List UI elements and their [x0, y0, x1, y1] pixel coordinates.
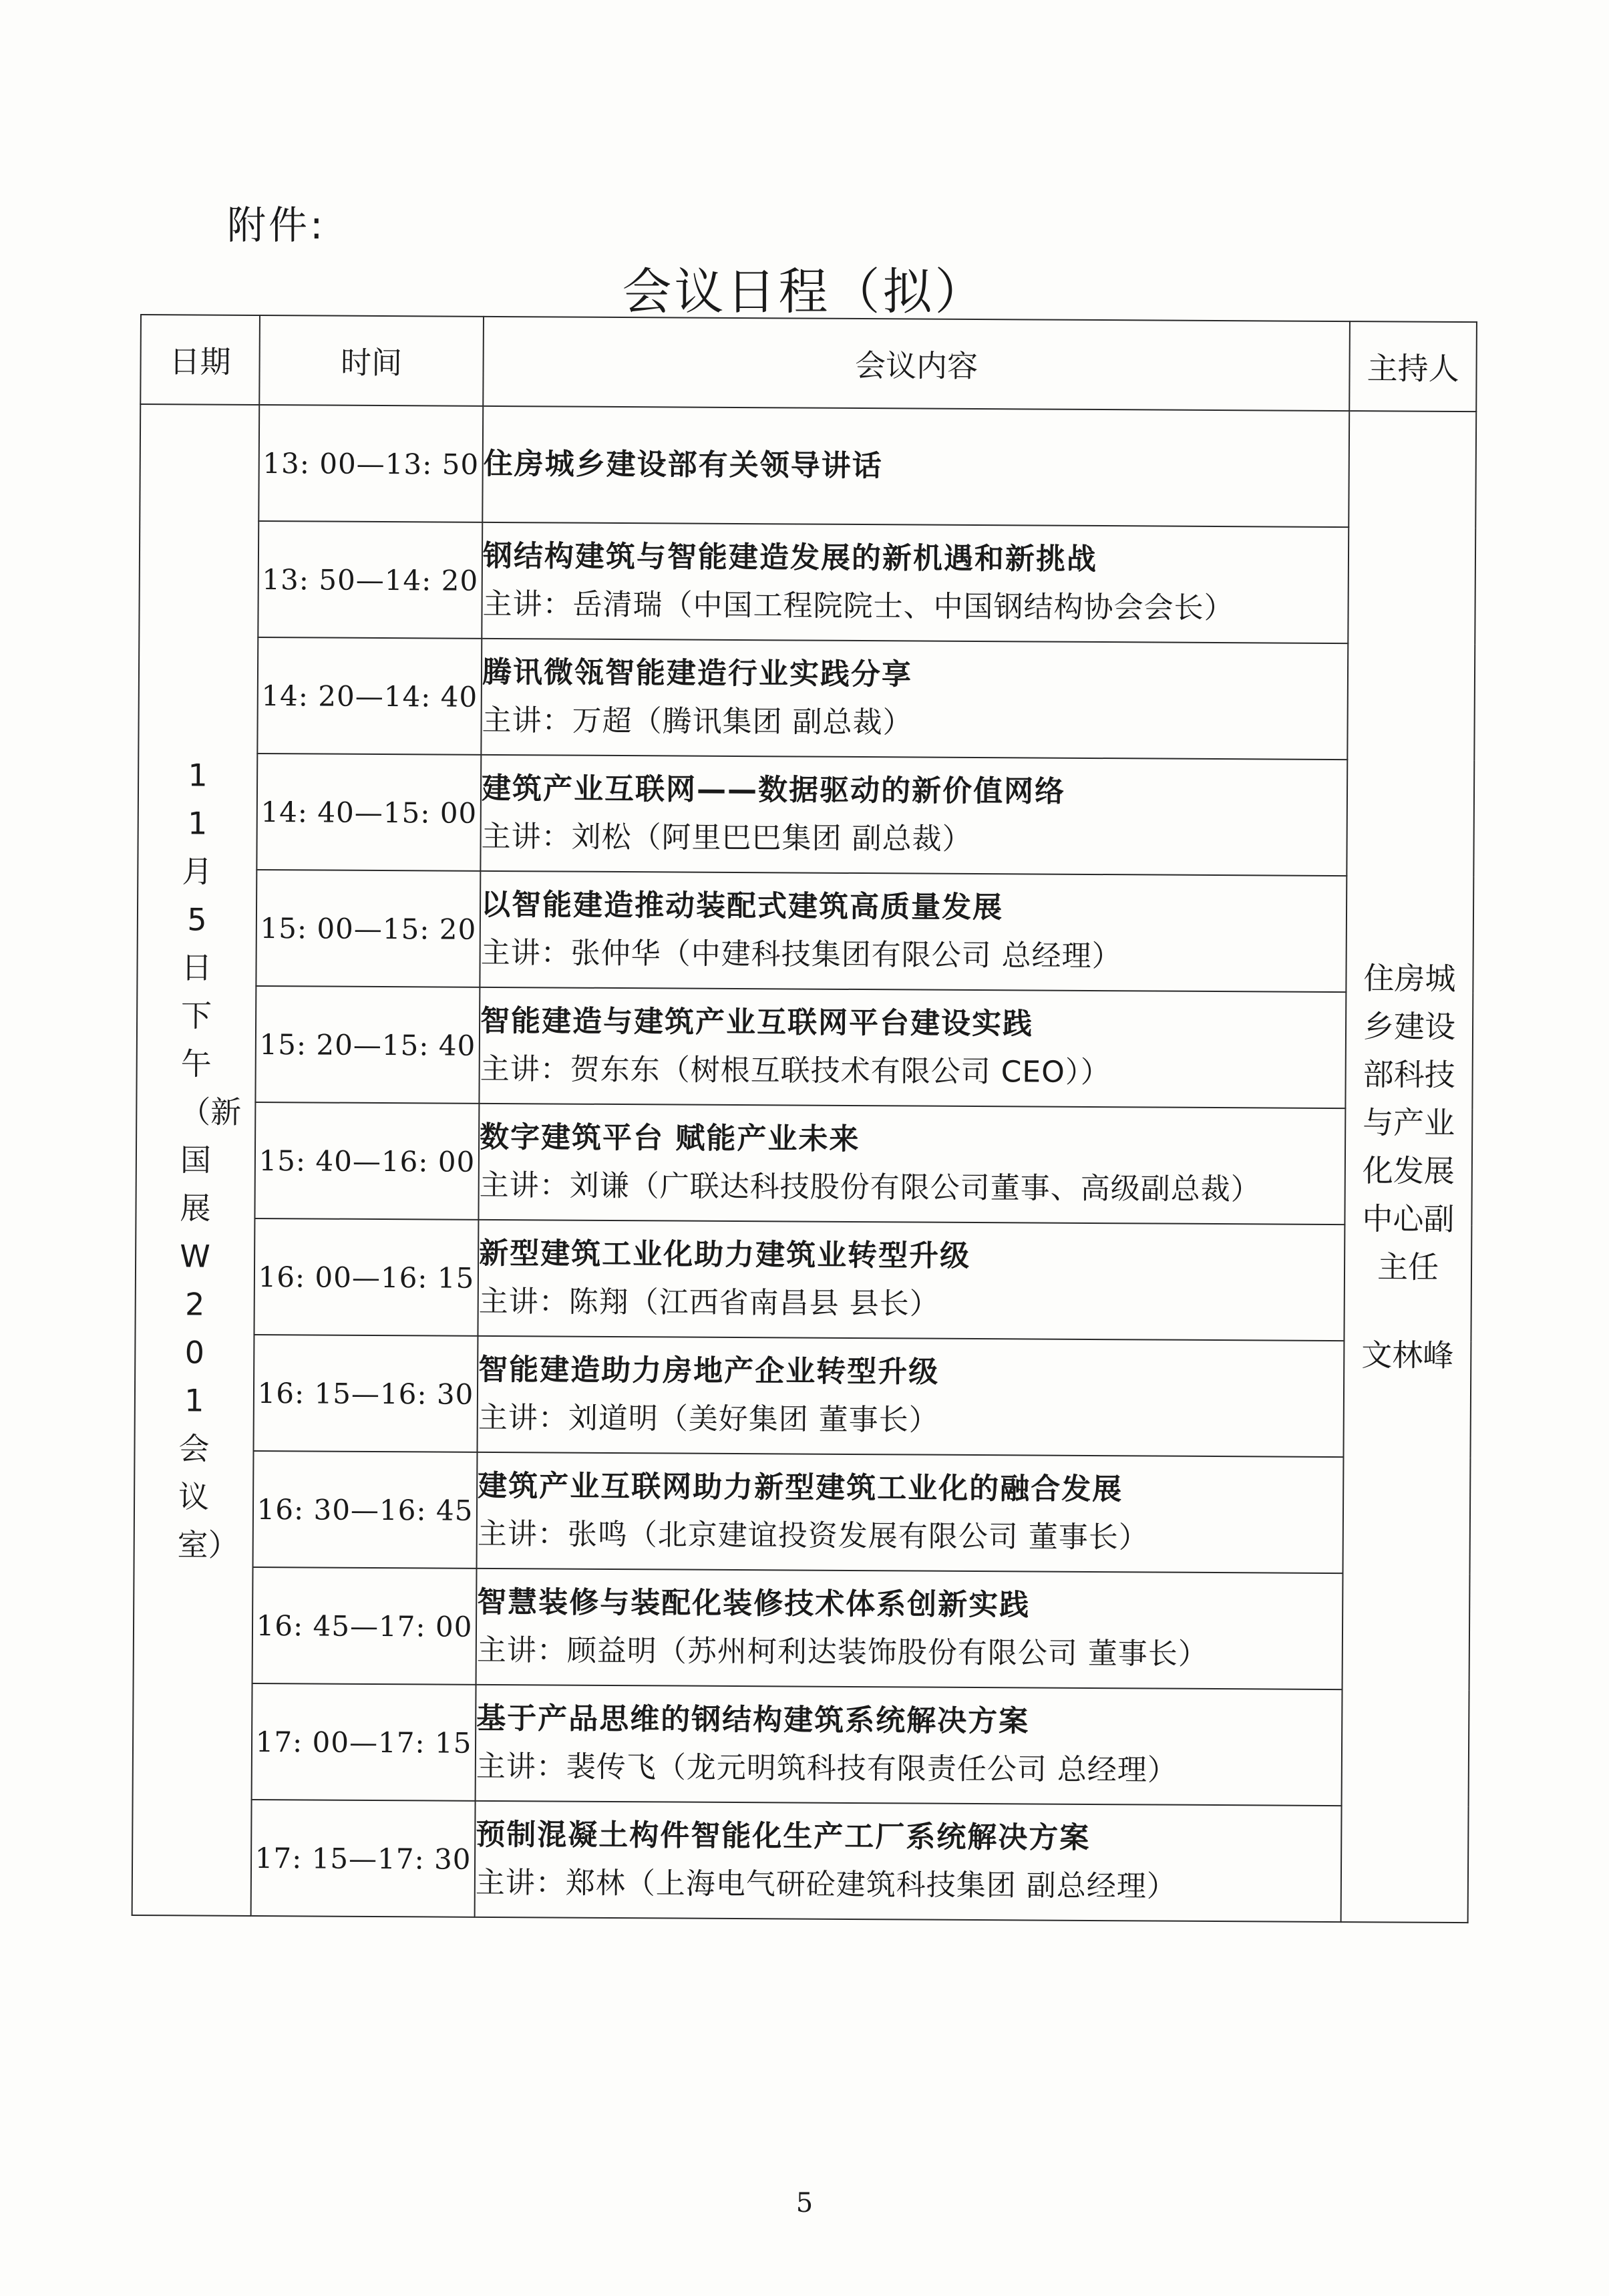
session-speaker: 主讲：岳清瑞（中国工程院院士、中国钢结构协会会长）: [482, 587, 1234, 626]
session-topic: 基于产品思维的钢结构建筑系统解决方案: [476, 1701, 1030, 1739]
table-row: [139, 520, 1475, 644]
session-content: [476, 1569, 1343, 1689]
table-row: [135, 1218, 1471, 1341]
session-speaker: 主讲：郑林（上海电气研砼建筑科技集团 副总经理）: [475, 1865, 1178, 1904]
session-speaker: 主讲：刘谦（广联达科技股份有限公司董事、高级副总裁）: [479, 1168, 1261, 1207]
session-time: 15: 20—15: 40: [255, 986, 480, 1104]
table-row: [132, 1799, 1469, 1923]
session-topic: 智能建造助力房地产企业转型升级: [478, 1352, 940, 1389]
table-row: [138, 637, 1475, 760]
session-time: 13: 00—13: 50: [258, 405, 483, 522]
session-content: [482, 406, 1349, 527]
page-number: 5: [795, 2188, 814, 2219]
host-spacer: [1358, 1291, 1458, 1331]
session-speaker: 主讲：裴传飞（龙元明筑科技有限责任公司 总经理）: [476, 1749, 1178, 1788]
header-time: 时间: [259, 315, 484, 406]
session-time: 16: 00—16: 15: [254, 1218, 478, 1336]
session-content: [477, 1336, 1344, 1457]
session-content: [481, 639, 1348, 760]
table-row: [134, 1567, 1470, 1690]
session-content: [479, 987, 1346, 1108]
session-content: [480, 755, 1347, 876]
session-topic: 建筑产业互联网——数据驱动的新价值网络: [481, 771, 1066, 809]
date-cell: [132, 404, 260, 1916]
session-time: 14: 20—14: 40: [257, 637, 482, 755]
session-speaker: 主讲：顾益明（苏州柯利达装饰股份有限公司 董事长）: [476, 1633, 1208, 1671]
table-row: [138, 753, 1474, 876]
session-topic: 智能建造与建筑产业互联网平台建设实践: [480, 1003, 1034, 1041]
session-content: [477, 1452, 1344, 1573]
session-time: 16: 15—16: 30: [253, 1335, 478, 1452]
session-topic: 数字建筑平台 赋能产业未来: [479, 1120, 860, 1157]
session-topic: 预制混凝土构件智能化生产工厂系统解决方案: [476, 1817, 1091, 1855]
table-row: [134, 1334, 1471, 1458]
host-name: 文林峰: [1361, 1337, 1454, 1374]
session-content: [478, 1104, 1345, 1224]
host-text: [1357, 954, 1460, 1379]
page-title: 会议日程（拟）: [622, 263, 987, 321]
session-content: [478, 1220, 1345, 1341]
date-text: 11月5日下午（新国展W201会议室）: [177, 757, 242, 1563]
table-row: [140, 404, 1476, 528]
table-row: [134, 1450, 1471, 1574]
header-date: 日期: [140, 315, 260, 405]
session-topic: 建筑产业互联网助力新型建筑工业化的融合发展: [478, 1468, 1123, 1507]
session-content: [476, 1685, 1343, 1806]
session-time: 17: 15—17: 30: [251, 1800, 476, 1917]
session-content: [475, 1801, 1342, 1922]
session-speaker: 主讲：张鸣（北京建谊投资发展有限公司 董事长）: [477, 1516, 1149, 1555]
table-row: [137, 869, 1473, 993]
session-topic: 钢结构建筑与智能建造发展的新机遇和新挑战: [482, 538, 1098, 577]
session-speaker: 主讲：贺东东（树根互联技术有限公司 CEO））: [480, 1051, 1111, 1090]
session-topic: 腾讯微瓴智能建造行业实践分享: [482, 655, 913, 692]
attachment-label: 附件:: [227, 202, 326, 248]
header-host: 主持人: [1349, 321, 1477, 412]
host-role: 住房城乡建设部科技与产业化发展中心副主任: [1362, 960, 1456, 1285]
session-time: 17: 00—17: 15: [252, 1683, 476, 1801]
session-time: 14: 40—15: 00: [256, 754, 481, 871]
session-speaker: 主讲：陈翔（江西省南昌县 县长）: [478, 1284, 940, 1321]
session-speaker: 主讲：刘道明（美好集团 董事长）: [478, 1400, 939, 1438]
session-time: 16: 30—16: 45: [253, 1451, 478, 1569]
table-row: [133, 1683, 1469, 1806]
header-content: 会议内容: [483, 317, 1350, 411]
session-topic: 智慧装修与装配化装修技术体系创新实践: [477, 1585, 1031, 1623]
session-speaker: 主讲：张仲华（中建科技集团有限公司 总经理）: [480, 935, 1122, 974]
session-topic: 新型建筑工业化助力建筑业转型升级: [479, 1236, 971, 1273]
session-time: 16: 45—17: 00: [252, 1567, 477, 1685]
session-time: 15: 40—16: 00: [254, 1102, 479, 1220]
session-content: [480, 871, 1347, 992]
session-topic: 住房城乡建设部有关领导讲话: [483, 446, 883, 484]
table-row: [136, 1102, 1472, 1225]
schedule-table: [132, 314, 1477, 1923]
table-header-row: [140, 315, 1477, 412]
table-row: [136, 985, 1473, 1109]
host-cell: [1341, 411, 1477, 1923]
session-content: [482, 522, 1349, 643]
session-topic: 以智能建造推动装配式建筑高质量发展: [480, 887, 1004, 925]
session-speaker: 主讲：刘松（阿里巴巴集团 副总裁）: [481, 819, 972, 856]
session-speaker: 主讲：万超（腾讯集团 副总裁）: [482, 703, 913, 740]
session-time: 15: 00—15: 20: [256, 870, 480, 987]
session-time: 13: 50—14: 20: [258, 521, 482, 639]
